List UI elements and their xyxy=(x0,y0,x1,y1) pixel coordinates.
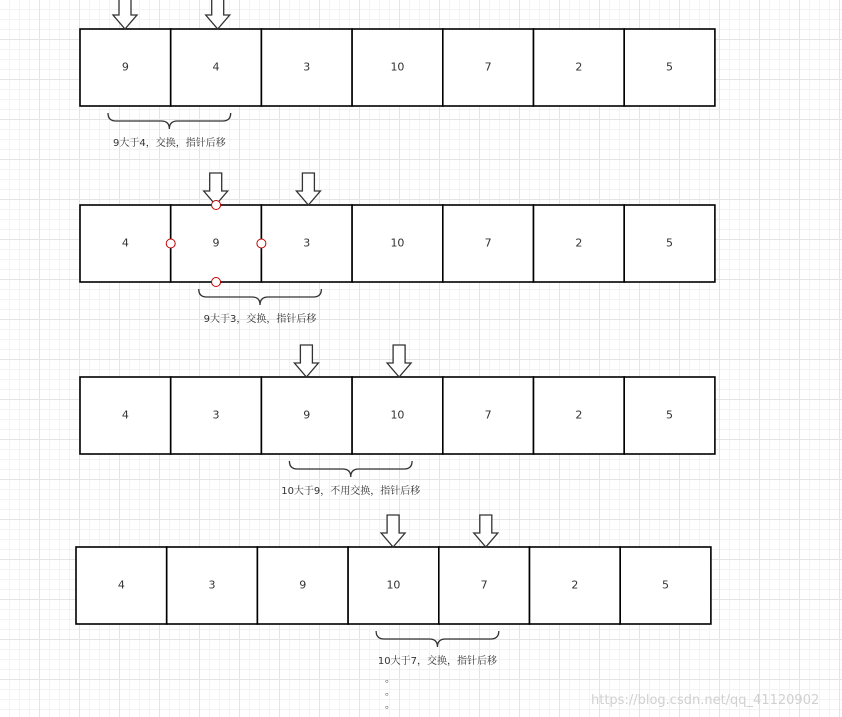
pointer-arrow-icon[interactable] xyxy=(381,515,405,547)
array-row-1 xyxy=(80,0,715,149)
continuation-dot: 。 xyxy=(385,674,395,685)
cell-value: 4 xyxy=(212,60,220,74)
cell-value: 7 xyxy=(484,236,492,250)
cell-value: 9 xyxy=(303,408,311,422)
step-caption: 9大于4，交换，指针后移 xyxy=(112,138,226,149)
brace-icon xyxy=(199,289,322,305)
pointer-arrow-icon[interactable] xyxy=(294,345,318,377)
pointer-arrow-icon[interactable] xyxy=(387,345,411,377)
cell-value: 5 xyxy=(662,578,670,592)
step-caption: 10大于7，交换，指针后移 xyxy=(377,656,497,667)
continuation-dot: 。 xyxy=(385,687,395,698)
cell-value: 5 xyxy=(666,236,674,250)
step-caption: 10大于9，不用交换，指针后移 xyxy=(281,486,421,497)
cell-value: 3 xyxy=(303,60,311,74)
pointer-arrow-icon[interactable] xyxy=(206,0,230,29)
cell-value: 5 xyxy=(666,408,674,422)
brace-icon xyxy=(108,113,231,129)
cell-value: 4 xyxy=(121,408,129,422)
cell-value: 9 xyxy=(121,60,129,74)
cell-value: 7 xyxy=(480,578,488,592)
cell-value: 2 xyxy=(575,60,583,74)
cell-value: 9 xyxy=(212,236,220,250)
cell-value: 4 xyxy=(117,578,125,592)
cell-value: 9 xyxy=(299,578,307,592)
array-row-4 xyxy=(76,515,711,667)
array-row-3 xyxy=(80,345,715,497)
cell-value: 3 xyxy=(208,578,216,592)
cell-value: 2 xyxy=(571,578,579,592)
cell-value: 10 xyxy=(390,60,405,74)
selection-handle[interactable] xyxy=(212,278,221,287)
pointer-arrow-icon[interactable] xyxy=(474,515,498,547)
cell-value: 10 xyxy=(390,408,405,422)
cell-value: 5 xyxy=(666,60,674,74)
cell-value: 7 xyxy=(484,408,492,422)
continuation-dots xyxy=(385,674,395,711)
pointer-arrow-icon[interactable] xyxy=(113,0,137,29)
cell-value: 4 xyxy=(121,236,129,250)
watermark: https://blog.csdn.net/qq_41120902 xyxy=(591,693,820,708)
continuation-dot: 。 xyxy=(385,700,395,711)
cell-value: 10 xyxy=(386,578,401,592)
array-row-2 xyxy=(80,173,715,325)
selection-handle[interactable] xyxy=(166,239,175,248)
cell-value: 3 xyxy=(303,236,311,250)
cell-value: 7 xyxy=(484,60,492,74)
selection-handle[interactable] xyxy=(212,201,221,210)
brace-icon xyxy=(289,461,412,477)
cell-value: 2 xyxy=(575,408,583,422)
pointer-arrow-icon[interactable] xyxy=(296,173,320,205)
cell-value: 10 xyxy=(390,236,405,250)
cell-value: 2 xyxy=(575,236,583,250)
step-caption: 9大于3，交换，指针后移 xyxy=(203,314,317,325)
cell-value: 3 xyxy=(212,408,220,422)
selection-handle[interactable] xyxy=(257,239,266,248)
brace-icon xyxy=(376,631,499,647)
